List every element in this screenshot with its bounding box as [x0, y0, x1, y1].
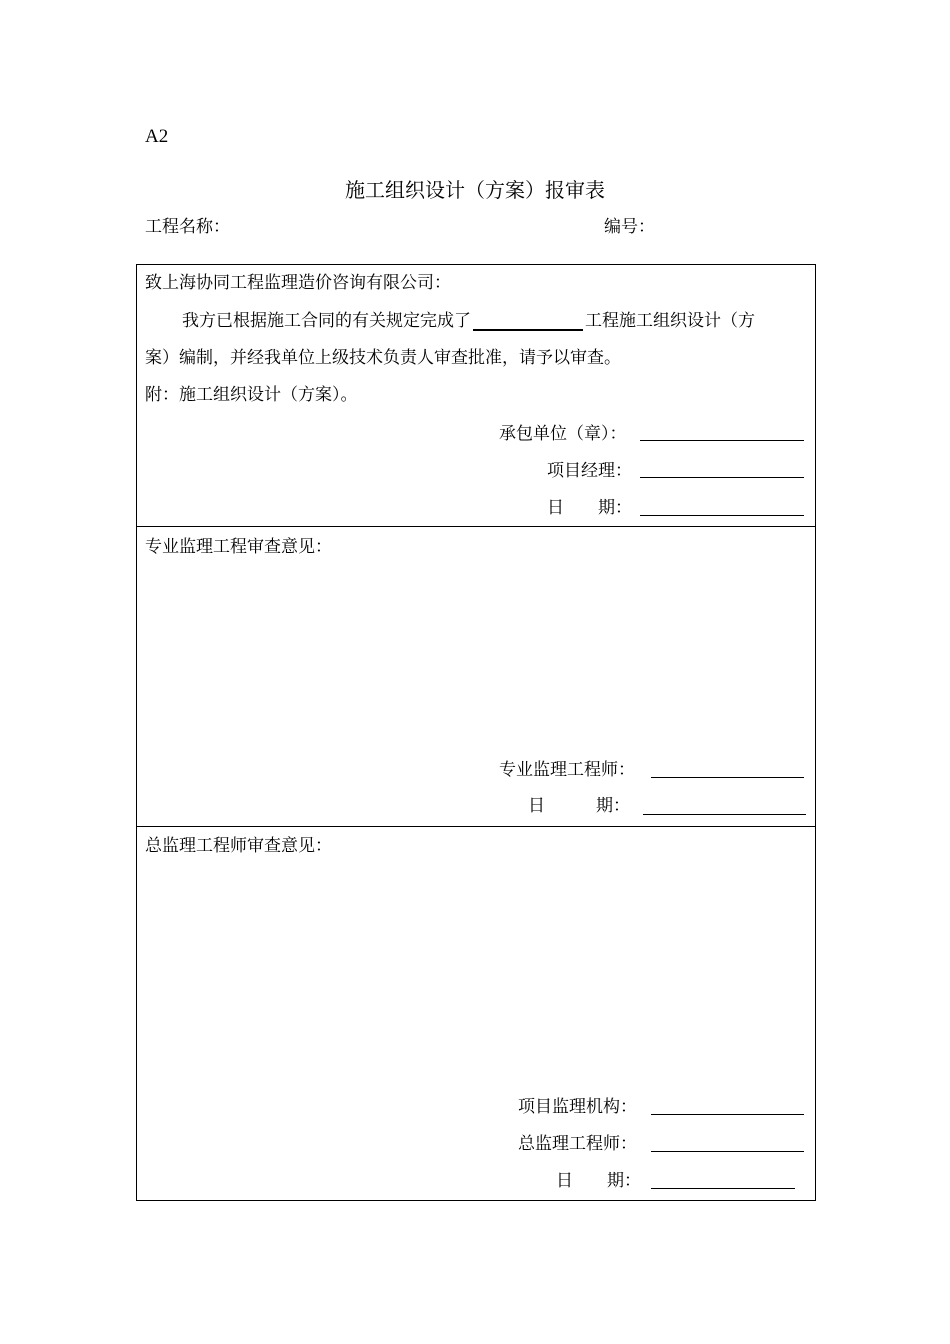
chief-engineer-signature-line[interactable] — [651, 1151, 804, 1152]
date-line-1[interactable] — [640, 515, 804, 516]
contractor-signature-line[interactable] — [640, 440, 804, 441]
form-code: A2 — [145, 126, 169, 147]
submission-body-line2: 案）编制，并经我单位上级技术负责人审查批准，请予以审查。 — [145, 348, 621, 368]
specialist-engineer-signature-line[interactable] — [651, 777, 804, 778]
date-line-3[interactable] — [651, 1188, 795, 1189]
form-title: 施工组织设计（方案）报审表 — [345, 178, 605, 202]
date-line-2[interactable] — [643, 814, 806, 815]
chief-engineer-label: 总监理工程师： — [518, 1134, 637, 1154]
addressee: 致上海协同工程监理造价咨询有限公司： — [145, 273, 451, 293]
number-label: 编号： — [604, 217, 655, 237]
body-text-after-blank: 工程施工组织设计（方 — [585, 311, 755, 331]
supervision-org-signature-line[interactable] — [651, 1114, 804, 1115]
specialist-engineer-label: 专业监理工程师： — [499, 760, 635, 780]
body-text-before-blank: 我方已根据施工合同的有关规定完成了 — [182, 311, 471, 331]
date-label-2: 日 期： — [528, 796, 630, 816]
contractor-label: 承包单位（章）： — [499, 424, 627, 444]
project-name-label: 工程名称： — [145, 217, 230, 237]
date-label-1: 日 期： — [547, 498, 632, 518]
submission-body-line1 — [182, 311, 755, 331]
section-divider-1 — [136, 526, 816, 527]
chief-review-heading: 总监理工程师审查意见： — [145, 836, 332, 856]
supervision-org-label: 项目监理机构： — [518, 1097, 637, 1117]
project-blank-field[interactable] — [473, 311, 583, 331]
specialist-review-heading: 专业监理工程审查意见： — [145, 537, 332, 557]
project-manager-label: 项目经理： — [547, 461, 632, 481]
date-label-3: 日 期： — [556, 1171, 641, 1191]
section-divider-2 — [136, 826, 816, 827]
project-manager-signature-line[interactable] — [640, 477, 804, 478]
attachment-note: 附：施工组织设计（方案）。 — [145, 385, 358, 405]
